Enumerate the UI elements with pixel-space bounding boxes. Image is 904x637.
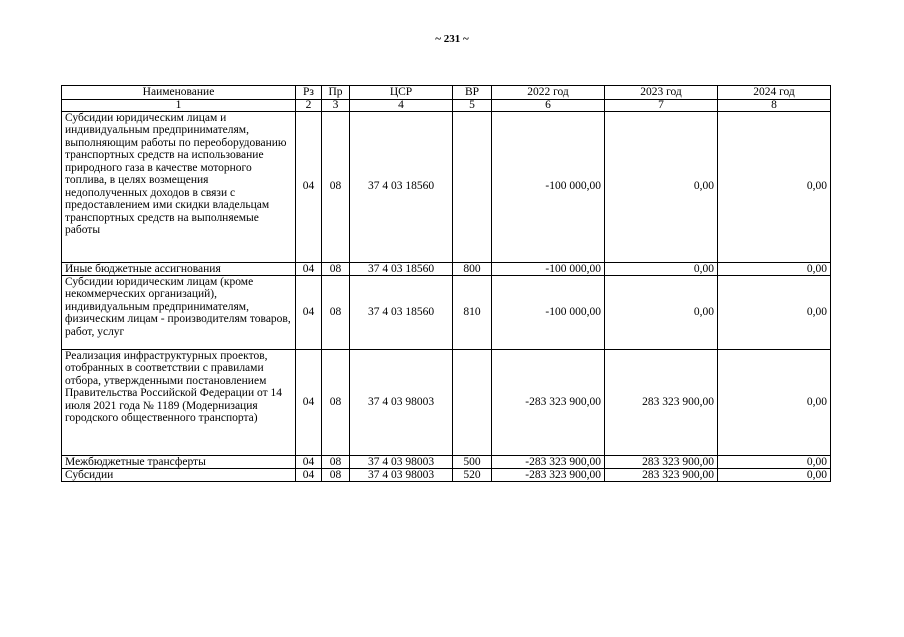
row-rz: 04 [296, 275, 322, 349]
row-2023: 283 323 900,00 [605, 468, 718, 481]
table-row [62, 111, 831, 262]
column-number: 4 [350, 99, 453, 111]
row-vr [453, 349, 492, 455]
column-number: 2 [296, 99, 322, 111]
table-row [62, 275, 831, 349]
row-name: Субсидии [62, 468, 296, 481]
row-name: Межбюджетные трансферты [62, 455, 296, 468]
row-2023: 0,00 [605, 275, 718, 349]
row-2024: 0,00 [718, 349, 831, 455]
header-rz: Рз [296, 86, 322, 100]
row-rz: 04 [296, 455, 322, 468]
row-2024: 0,00 [718, 455, 831, 468]
row-vr: 500 [453, 455, 492, 468]
column-number: 3 [322, 99, 350, 111]
column-number: 5 [453, 99, 492, 111]
row-pr: 08 [322, 275, 350, 349]
row-2022: -283 323 900,00 [492, 455, 605, 468]
row-vr: 810 [453, 275, 492, 349]
table-row [62, 468, 831, 481]
row-pr: 08 [322, 455, 350, 468]
row-vr [453, 111, 492, 262]
row-csr: 37 4 03 18560 [350, 262, 453, 275]
header-row [62, 86, 831, 100]
row-rz: 04 [296, 262, 322, 275]
row-csr: 37 4 03 98003 [350, 455, 453, 468]
header-2022: 2022 год [492, 86, 605, 100]
header-2023: 2023 год [605, 86, 718, 100]
row-name: Реализация инфраструктурных проектов, отобранных в соответствии с правилами отбора, утвержденными постановлением Правительства Российской Федерации от 14 июля 2021 года № 1189 (Модернизация городского общественного транспорта) [62, 349, 296, 455]
row-2023: 283 323 900,00 [605, 349, 718, 455]
row-2024: 0,00 [718, 468, 831, 481]
row-pr: 08 [322, 111, 350, 262]
column-number: 1 [62, 99, 296, 111]
row-2022: -100 000,00 [492, 111, 605, 262]
column-number: 8 [718, 99, 831, 111]
row-name: Субсидии юридическим лицам и индивидуальным предпринимателям, выполняющим работы по переоборудованию транспортных средств на использование природного газа в качестве моторного топлива, в целях возмещения недополученных доходов в связи с предоставлением ими скидки владельцам транспортных средств на выполняемые работы [62, 111, 296, 262]
row-2023: 283 323 900,00 [605, 455, 718, 468]
row-rz: 04 [296, 468, 322, 481]
row-2022: -100 000,00 [492, 262, 605, 275]
page-number: ~ 231 ~ [435, 33, 469, 45]
row-2024: 0,00 [718, 111, 831, 262]
row-2022: -100 000,00 [492, 275, 605, 349]
row-csr: 37 4 03 18560 [350, 275, 453, 349]
row-name: Иные бюджетные ассигнования [62, 262, 296, 275]
header-2024: 2024 год [718, 86, 831, 100]
header-vr: ВР [453, 86, 492, 100]
row-2024: 0,00 [718, 275, 831, 349]
row-rz: 04 [296, 111, 322, 262]
row-csr: 37 4 03 98003 [350, 349, 453, 455]
header-pr: Пр [322, 86, 350, 100]
column-number: 7 [605, 99, 718, 111]
column-number-row [62, 99, 831, 111]
header-name: Наименование [62, 86, 296, 100]
row-csr: 37 4 03 98003 [350, 468, 453, 481]
row-csr: 37 4 03 18560 [350, 111, 453, 262]
row-2024: 0,00 [718, 262, 831, 275]
row-pr: 08 [322, 468, 350, 481]
row-2022: -283 323 900,00 [492, 468, 605, 481]
row-2022: -283 323 900,00 [492, 349, 605, 455]
row-2023: 0,00 [605, 262, 718, 275]
row-2023: 0,00 [605, 111, 718, 262]
table-row [62, 349, 831, 455]
row-vr: 800 [453, 262, 492, 275]
row-vr: 520 [453, 468, 492, 481]
table-row [62, 262, 831, 275]
budget-table [61, 85, 831, 482]
column-number: 6 [492, 99, 605, 111]
row-rz: 04 [296, 349, 322, 455]
row-pr: 08 [322, 262, 350, 275]
header-csr: ЦСР [350, 86, 453, 100]
row-pr: 08 [322, 349, 350, 455]
row-name: Субсидии юридическим лицам (кроме некоммерческих организаций), индивидуальным предпринимателям, физическим лицам - производителям товаров, работ, услуг [62, 275, 296, 349]
table-row [62, 455, 831, 468]
